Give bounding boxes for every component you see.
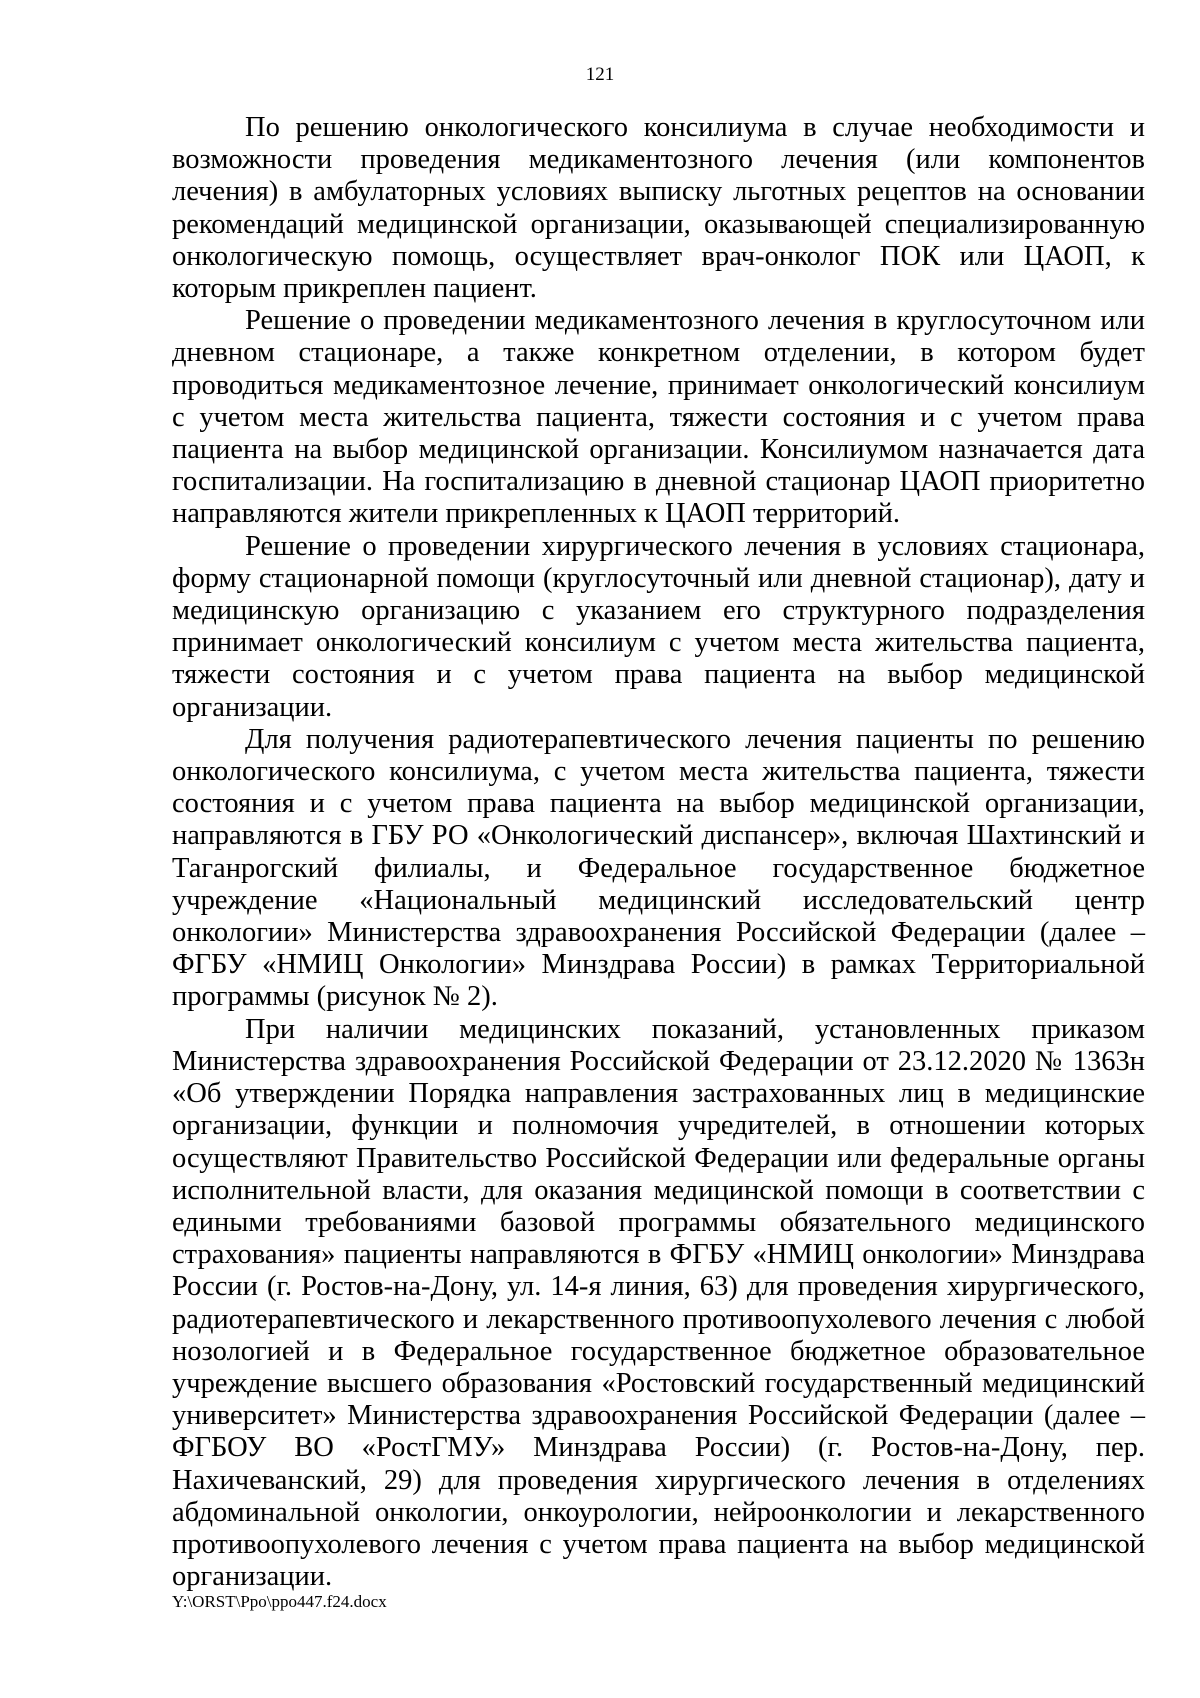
paragraph-federal-referral: При наличии медицинских показаний, установленных приказом Министерства здравоохранения Российской Федерации от 23.12.2020 № 1363н «Об утверждении Порядка направления застрахованных лиц в медицинские организации, функции и полномочия учредителей, в отношении которых осуществляют Правительство Российской Федерации или федеральные органы исполнительной власти, для оказания медицинской помощи в соответствии с едиными требованиями базовой программы обязательного медицинского страхования» пациенты направляются в ФГБУ «НМИЦ онкологии» Минздрава России (г. Ростов-на-Дону, ул. 14-я линия, 63) для проведения хирургического, радиотерапевтического и лекарственного противоопухолевого лечения с любой нозологией и в Федеральное государственное бюджетное образовательное учреждение высшего образования «Ростовский государственный медицинский университет» Министерства здравоохранения Российской Федерации (далее – ФГБОУ ВО «РостГМУ» Минздрава России) (г. Ростов-на-Дону, пер. Нахичеванский, 29) для проведения хирургического лечения в отделениях абдоминальной онкологии, онкоурологии, нейроонкологии и лекарственного противоопухолевого лечения с учетом права пациента на выбор медицинской организации. <box>172 1013 1145 1593</box>
paragraph-radiotherapy-referral: Для получения радиотерапевтического лечения пациенты по решению онкологического консилиума, с учетом места жительства пациента, тяжести состояния и с учетом права пациента на выбор медицинской организации, направляются в ГБУ РО «Онкологический диспансер», включая Шахтинский и Таганрогский филиалы, и Федеральное государственное бюджетное учреждение «Национальный медицинский исследовательский центр онкологии» Министерства здравоохранения Российской Федерации (далее – ФГБУ «НМИЦ Онкологии» Минздрава России) в рамках Территориальной программы (рисунок № 2). <box>172 723 1145 1013</box>
document-body <box>172 112 1145 1593</box>
footer-file-path: Y:\ORST\Ppo\ppo447.f24.docx <box>172 1592 387 1611</box>
page-number: 121 <box>585 64 615 85</box>
paragraph-surgical-treatment-decision: Решение о проведении хирургического лечения в условиях стационара, форму стационарной помощи (круглосуточный или дневной стационар), дату и медицинскую организацию с указанием его структурного подразделения принимает онкологический консилиум с учетом места жительства пациента, тяжести состояния и с учетом права пациента на выбор медицинской организации. <box>172 530 1145 723</box>
paragraph-drug-treatment-decision: Решение о проведении медикаментозного лечения в круглосуточном или дневном стационаре, а также конкретном отделении, в котором будет проводиться медикаментозное лечение, принимает онкологический консилиум с учетом места жительства пациента, тяжести состояния и с учетом права пациента на выбор медицинской организации. Консилиумом назначается дата госпитализации. На госпитализацию в дневной стационар ЦАОП приоритетно направляются жители прикрепленных к ЦАОП территорий. <box>172 305 1145 530</box>
paragraph-outpatient-prescriptions: По решению онкологического консилиума в случае необходимости и возможности проведения медикаментозного лечения (или компонентов лечения) в амбулаторных условиях выписку льготных рецептов на основании рекомендаций медицинской организации, оказывающей специализированную онкологическую помощь, осуществляет врач-онколог ПОК или ЦАОП, к которым прикреплен пациент. <box>172 112 1145 305</box>
